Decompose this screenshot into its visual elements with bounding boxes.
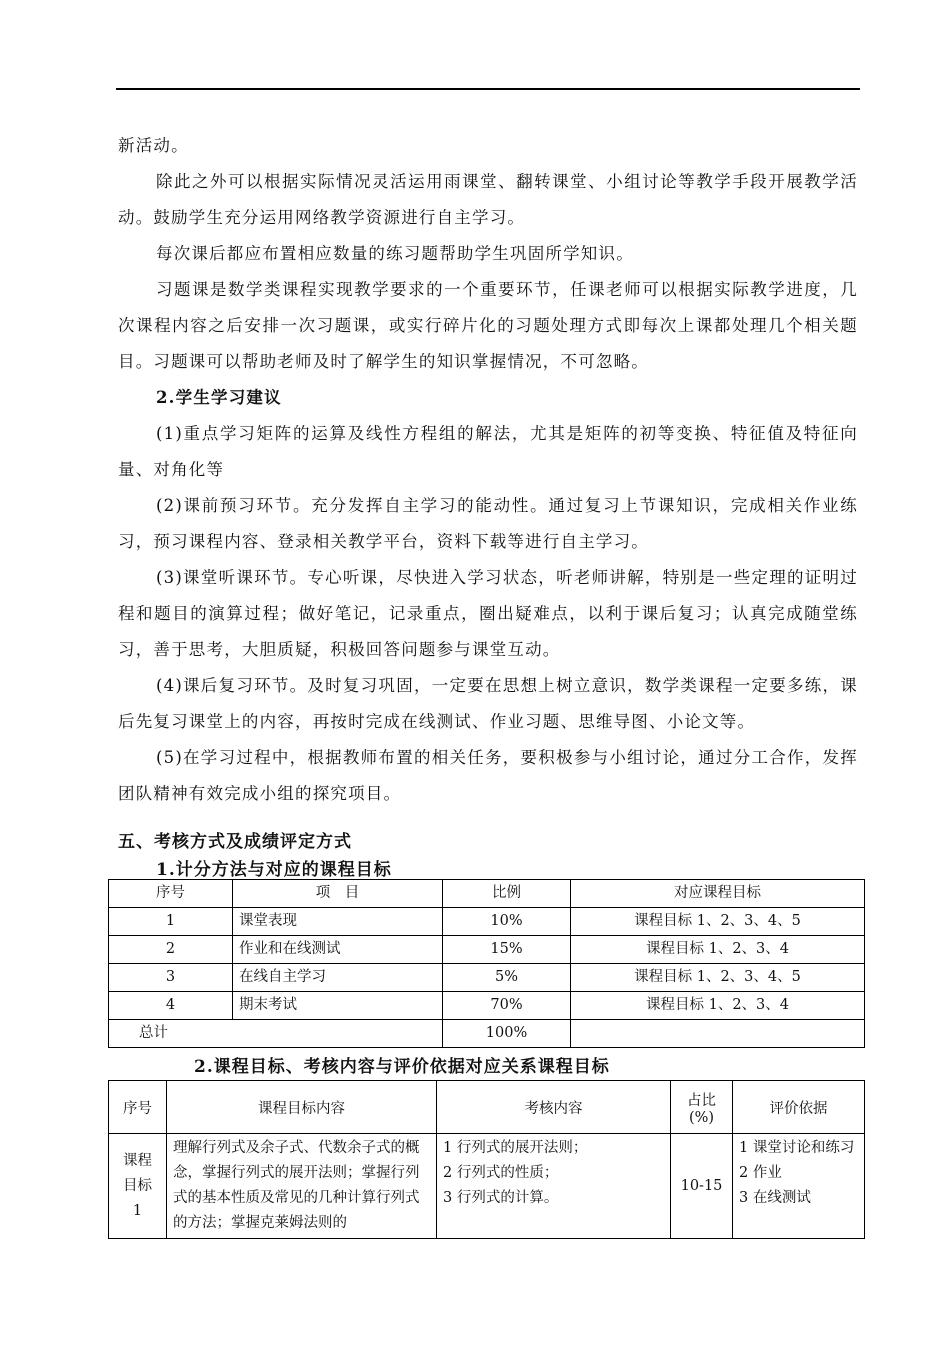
cell-basis xyxy=(733,1134,865,1239)
suggestion-item: (3)课堂听课环节。专心听课，尽快进入学习状态，听老师讲解，特别是一些定理的证明过程和题目的演算过程；做好笔记，记录重点，圈出疑难点，以利于课后复习；认真完成随堂练习，善于思考，大胆质疑，积极回答问题参与课堂互动。 xyxy=(118,568,858,659)
suggestion-item: (4)课后复习环节。及时复习巩固，一定要在思想上树立意识，数学类课程一定要多练，课后先复习课堂上的内容，再按时完成在线测试、作业习题、思维导图、小论文等。 xyxy=(118,676,858,731)
grading-table xyxy=(108,879,865,1048)
paragraph: 新活动。 xyxy=(118,136,189,155)
table-total-row xyxy=(109,1020,865,1048)
col-header: 项 目 xyxy=(233,880,443,908)
cell-no: 4 xyxy=(109,992,233,1020)
paragraph: 每次课后都应布置相应数量的练习题帮助学生巩固所学知识。 xyxy=(156,244,634,263)
cell-goals: 课程目标 1、2、3、4 xyxy=(571,936,865,964)
col-header: 对应课程目标 xyxy=(571,880,865,908)
cell-empty xyxy=(571,1020,865,1048)
assessment-item: 2 行列式的性质； xyxy=(443,1165,559,1181)
suggestion-item: (1)重点学习矩阵的运算及线性方程组的解法，尤其是矩阵的初等变换、特征值及特征向量、对角化等 xyxy=(118,424,858,479)
cell-objective-content: 理解行列式及余子式、代数余子式的概念，掌握行列式的展开法则；掌握行列式的基本性质及常见的几种计算行列式的方法；掌握克莱姆法则的 xyxy=(167,1134,437,1239)
assessment-item: 1 行列式的展开法则； xyxy=(443,1140,588,1156)
col-header: 占比(%) xyxy=(671,1081,733,1134)
document-body xyxy=(118,128,858,882)
cell-item: 作业和在线测试 xyxy=(233,936,443,964)
cell-total-label: 总计 xyxy=(109,1020,443,1048)
col-header: 评价依据 xyxy=(733,1081,865,1134)
table-row xyxy=(109,936,865,964)
section-title: 五、考核方式及成绩评定方式 xyxy=(118,832,352,852)
col-header: 考核内容 xyxy=(437,1081,671,1134)
cell-assessment xyxy=(437,1134,671,1239)
cell-ratio: 10-15 xyxy=(671,1134,733,1239)
cell-objective-id: 课程目标 1 xyxy=(109,1134,167,1239)
table-row xyxy=(109,1134,865,1239)
paragraph: 习题课是数学类课程实现教学要求的一个重要环节，任课老师可以根据实际教学进度，几次课程内容之后安排一次习题课，或实行碎片化的习题处理方式即每次上课都处理几个相关题目。习题课可以帮助老师及时了解学生的知识掌握情况，不可忽略。 xyxy=(118,280,858,371)
cell-item: 期末考试 xyxy=(233,992,443,1020)
cell-no: 2 xyxy=(109,936,233,964)
basis-item: 3 在线测试 xyxy=(739,1190,811,1206)
table-row xyxy=(109,992,865,1020)
cell-ratio: 15% xyxy=(443,936,571,964)
suggestion-item: (5)在学习过程中，根据教师布置的相关任务，要积极参与小组讨论，通过分工合作，发挥团队精神有效完成小组的探究项目。 xyxy=(118,748,858,803)
table1-caption: 1.计分方法与对应的课程目标 xyxy=(156,860,392,880)
table-row xyxy=(109,908,865,936)
suggestion-item: (2)课前预习环节。充分发挥自主学习的能动性。通过复习上节课知识，完成相关作业练习，预习课程内容、登录相关教学平台，资料下载等进行自主学习。 xyxy=(118,496,858,551)
assessment-item: 3 行列式的计算。 xyxy=(443,1190,559,1206)
cell-goals: 课程目标 1、2、3、4、5 xyxy=(571,908,865,936)
basis-item: 1 课堂讨论和练习 xyxy=(739,1140,855,1156)
header-rule xyxy=(116,88,860,90)
cell-goals: 课程目标 1、2、3、4、5 xyxy=(571,964,865,992)
col-header: 课程目标内容 xyxy=(167,1081,437,1134)
cell-item: 在线自主学习 xyxy=(233,964,443,992)
cell-total-value: 100% xyxy=(443,1020,571,1048)
cell-ratio: 5% xyxy=(443,964,571,992)
cell-no: 3 xyxy=(109,964,233,992)
table-header-row xyxy=(109,1081,865,1134)
paragraph: 除此之外可以根据实际情况灵活运用雨课堂、翻转课堂、小组讨论等教学手段开展教学活动。鼓励学生充分运用网络教学资源进行自主学习。 xyxy=(118,172,858,227)
cell-item: 课堂表现 xyxy=(233,908,443,936)
table2-caption: 2.课程目标、考核内容与评价依据对应关系课程目标 xyxy=(194,1057,610,1077)
table-row xyxy=(109,964,865,992)
cell-no: 1 xyxy=(109,908,233,936)
col-header: 比例 xyxy=(443,880,571,908)
objective-mapping-table xyxy=(108,1080,865,1239)
cell-goals: 课程目标 1、2、3、4 xyxy=(571,992,865,1020)
subheading-student-suggestions: 2.学生学习建议 xyxy=(156,388,282,407)
col-header: 序号 xyxy=(109,1081,167,1134)
col-header: 序号 xyxy=(109,880,233,908)
cell-ratio: 70% xyxy=(443,992,571,1020)
table-header-row xyxy=(109,880,865,908)
cell-ratio: 10% xyxy=(443,908,571,936)
basis-item: 2 作业 xyxy=(739,1165,782,1181)
